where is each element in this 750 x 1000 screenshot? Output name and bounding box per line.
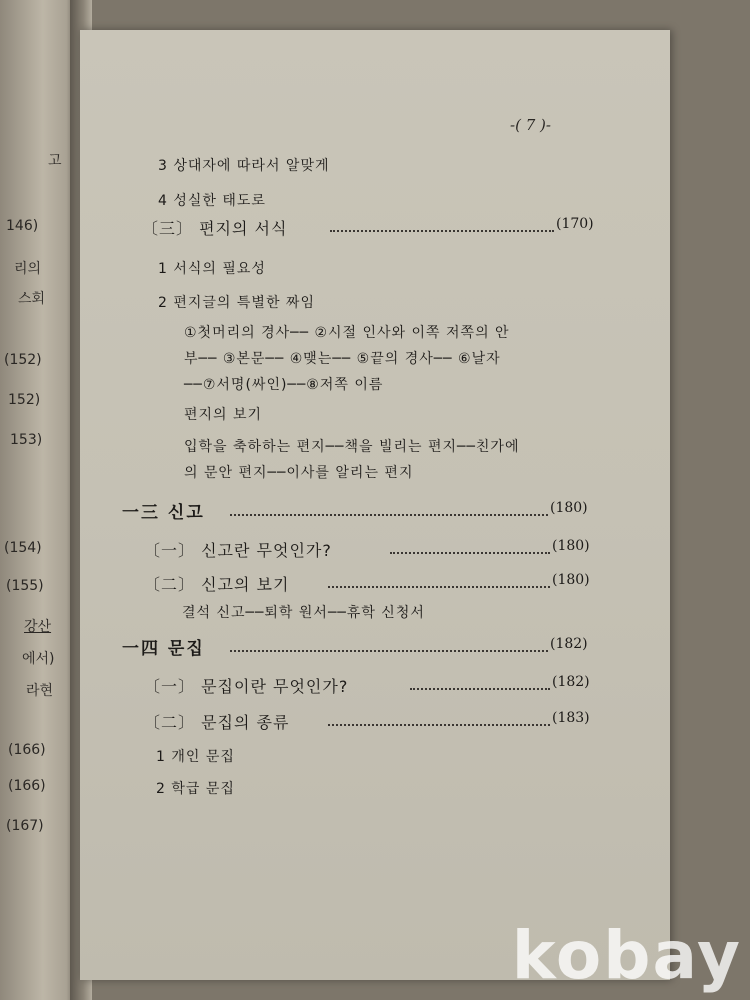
toc-page: (180)	[550, 500, 588, 516]
toc-page: (183)	[552, 710, 590, 726]
left-fragment: 153)	[10, 432, 43, 448]
left-fragment: 스회	[18, 291, 46, 307]
dot-leader	[410, 688, 550, 690]
toc-page: (170)	[556, 216, 594, 232]
dot-leader	[328, 586, 550, 588]
toc-chapter: 一四 문집	[122, 639, 205, 659]
left-fragment: 에서)	[22, 651, 55, 667]
left-fragment: (155)	[6, 578, 44, 594]
toc-page: (180)	[552, 572, 590, 588]
toc-entry: 결석 신고──퇴학 원서──휴학 신청서	[182, 605, 425, 621]
toc-page: (182)	[552, 674, 590, 690]
toc-section: 〔二〕 문집의 종류	[144, 713, 290, 732]
left-fragment: 강산	[24, 619, 52, 635]
toc-section: 〔一〕 신고란 무엇인가?	[144, 541, 332, 560]
left-fragment: (166)	[8, 742, 46, 758]
page-number: -( 7 )-	[510, 116, 551, 134]
left-fragment: 152)	[8, 392, 41, 408]
left-fragment: 고	[48, 153, 62, 169]
dot-leader	[230, 650, 548, 652]
toc-entry: 편지의 보기	[184, 407, 263, 423]
dot-leader	[330, 230, 554, 232]
toc-chapter: 一三 신고	[122, 503, 205, 523]
left-fragment: (167)	[6, 818, 44, 834]
left-fragment: (152)	[4, 352, 42, 368]
left-fragment: (166)	[8, 778, 46, 794]
toc-entry: 2 학급 문집	[156, 781, 235, 797]
dot-leader	[328, 724, 550, 726]
watermark-logo: kobay	[511, 917, 742, 994]
toc-entry: 부── ③본문── ④맺는── ⑤끝의 경사── ⑥날자	[184, 351, 501, 367]
toc-entry: 의 문안 편지──이사를 알리는 편지	[184, 465, 414, 481]
toc-page: (180)	[552, 538, 590, 554]
left-fragment: 146)	[6, 218, 39, 234]
toc-entry: ──⑦서명(싸인)──⑧저쪽 이름	[184, 377, 384, 393]
toc-entry: 4 성실한 태도로	[158, 193, 266, 209]
left-fragment: (154)	[4, 540, 42, 556]
toc-page: (182)	[550, 636, 588, 652]
right-page	[80, 30, 670, 980]
toc-section: 〔三〕 편지의 서식	[142, 219, 288, 238]
toc-entry: 2 편지글의 특별한 짜임	[158, 295, 315, 311]
toc-entry: 1 개인 문집	[156, 749, 235, 765]
toc-section: 〔一〕 문집이란 무엇인가?	[144, 677, 349, 696]
left-fragment: 라현	[26, 683, 54, 699]
toc-entry: 3 상대자에 따라서 알맞게	[158, 158, 330, 174]
dot-leader	[230, 514, 548, 516]
left-fragment: 리의	[14, 261, 42, 277]
dot-leader	[390, 552, 550, 554]
toc-entry: ①첫머리의 경사── ②시절 인사와 이쪽 저쪽의 안	[184, 325, 510, 341]
toc-entry: 1 서식의 필요성	[158, 261, 266, 277]
toc-section: 〔二〕 신고의 보기	[144, 575, 290, 594]
left-page	[0, 0, 78, 1000]
toc-entry: 입학을 축하하는 편지──책을 빌리는 편지──친가에	[184, 439, 520, 455]
